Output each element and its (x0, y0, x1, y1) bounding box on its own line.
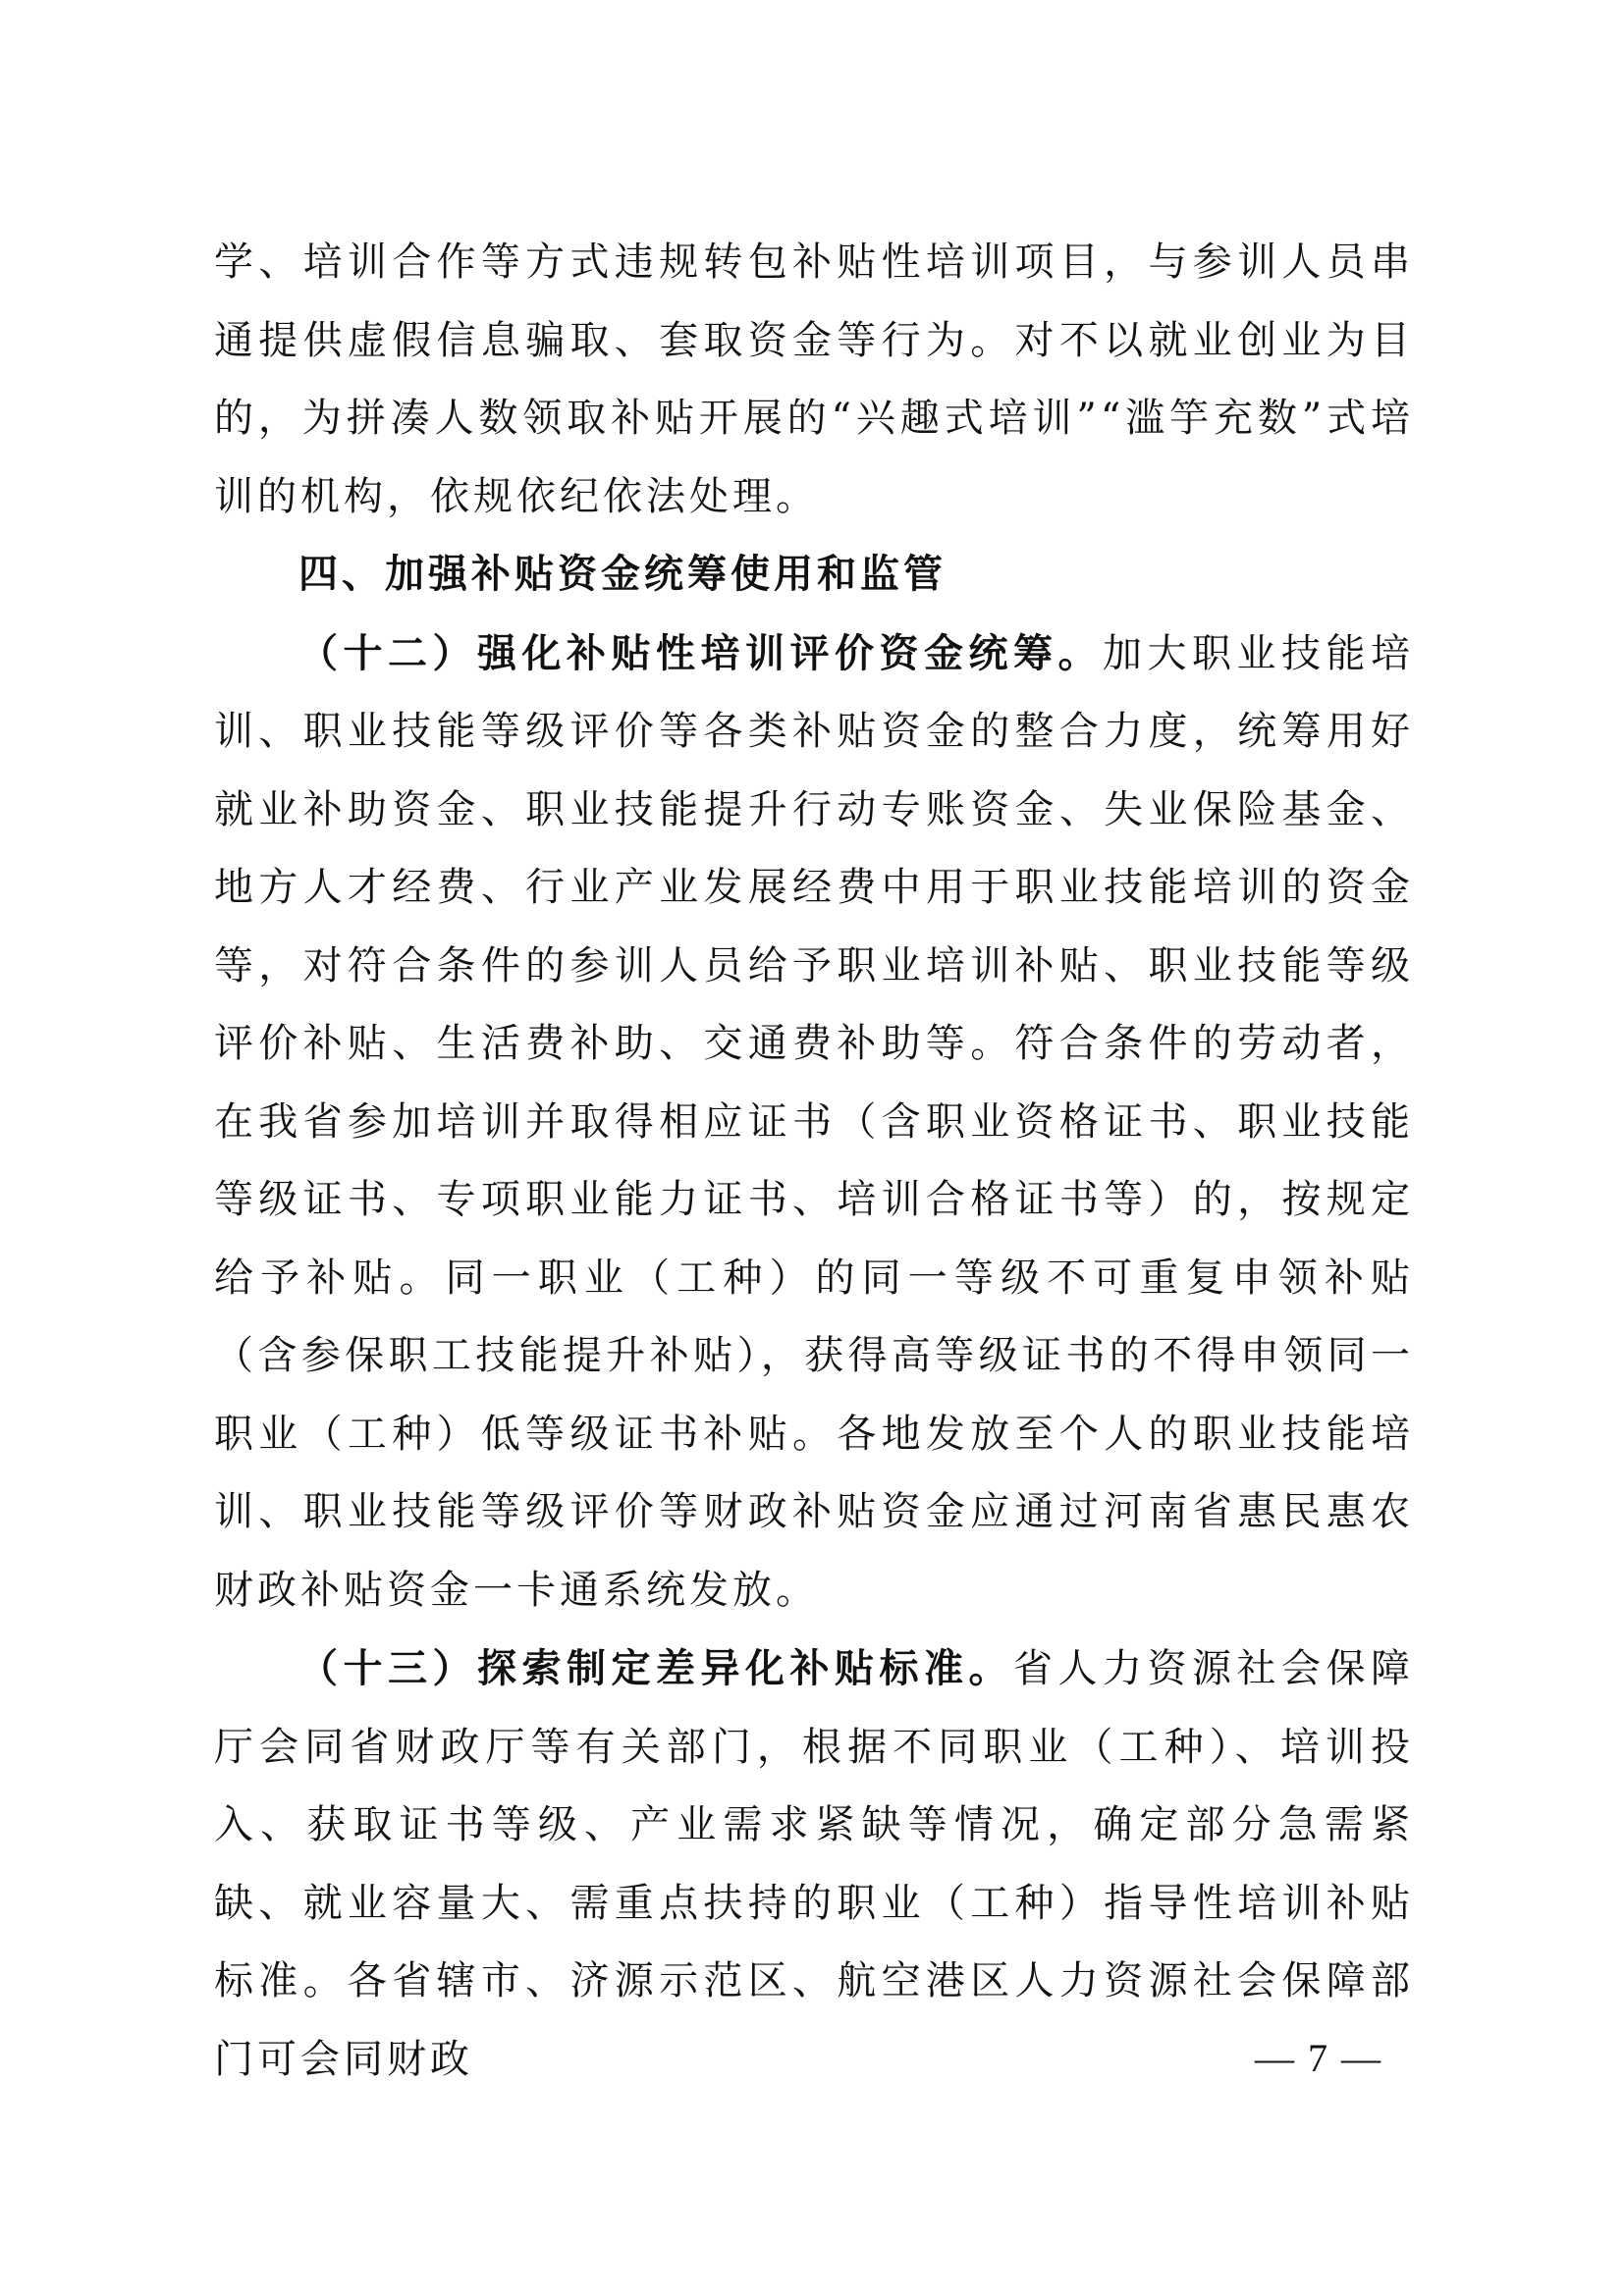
paragraph-item-12 (214, 614, 1414, 1630)
document-body (214, 224, 1414, 2099)
paragraph-continued: 学、培训合作等方式违规转包补贴性培训项目，与参训人员串通提供虚假信息骗取、套取资金等行为。对不以就业创业为目的，为拼凑人数领取补贴开展的“兴趣式培训”“滥竽充数”式培训的机构，依规依纪依法处理。 (214, 240, 1414, 519)
section-heading: 四、加强补贴资金统筹使用和监管 (298, 552, 947, 597)
item-12-title: （十二）强化补贴性培训评价资金统筹。 (298, 629, 1103, 676)
page-number: — 7 — (1255, 2036, 1382, 2080)
item-13-title: （十三）探索制定差异化补贴标准。 (298, 1645, 1013, 1691)
item-13-body: 省人力资源社会保障厅会同省财政厅等有关部门，根据不同职业（工种）、培训投入、获取证书等级、产业需求紧缺等情况，确定部分急需紧缺、就业容量大、需重点扶持的职业（工种）指导性培训补贴标准。各省辖市、济源示范区、航空港区人力资源社会保障部门可会同财政 (214, 1646, 1414, 2082)
paragraph-item-13 (214, 1629, 1414, 2099)
item-12-body: 加大职业技能培训、职业技能等级评价等各类补贴资金的整合力度，统筹用好就业补助资金、职业技能提升行动专账资金、失业保险基金、地方人才经费、行业产业发展经费中用于职业技能培训的资金等，对符合条件的参训人员给予职业培训补贴、职业技能等级评价补贴、生活费补助、交通费补助等。符合条件的劳动者，在我省参加培训并取得相应证书（含职业资格证书、职业技能等级证书、专项职业能力证书、培训合格证书等）的，按规定给予补贴。同一职业（工种）的同一等级不可重复申领补贴（含参保职工技能提升补贴），获得高等级证书的不得申领同一职业（工种）低等级证书补贴。各地发放至个人的职业技能培训、职业技能等级评价等财政补贴资金应通过河南省惠民惠农财政补贴资金一卡通系统发放。 (214, 630, 1414, 1613)
